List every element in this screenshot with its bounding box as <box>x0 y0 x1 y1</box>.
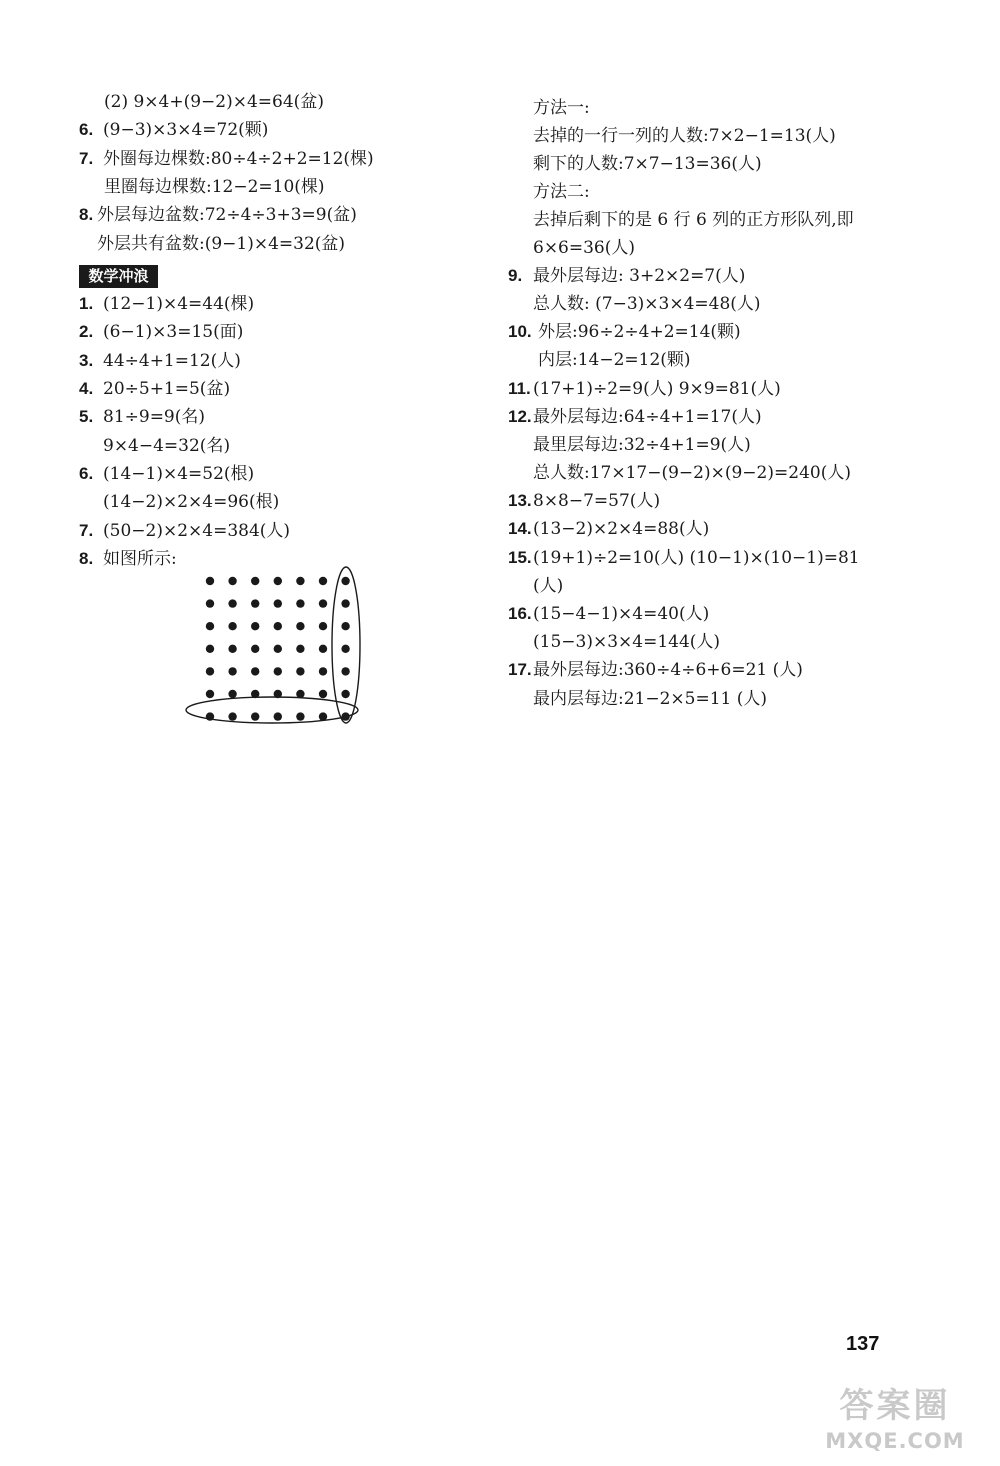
grid-dot <box>251 645 259 653</box>
answer-number: 14. <box>508 519 532 538</box>
answer-line: 7. 外圈每边棵数:80÷4÷2+2=12(棵) <box>79 149 374 169</box>
grid-dot <box>341 622 349 630</box>
answer-line: 去掉的一行一列的人数:7×2−1=13(人) <box>533 126 836 146</box>
grid-dot <box>206 622 214 630</box>
grid-dot <box>206 599 214 607</box>
answer-line: 15.(19+1)÷2=10(人) (10−1)×(10−1)=81 <box>508 548 860 568</box>
answer-number: 13. <box>508 491 532 510</box>
grid-dot <box>296 645 304 653</box>
grid-dot <box>341 690 349 698</box>
answer-line: 3. 44÷4+1=12(人) <box>79 351 241 371</box>
grid-dot <box>319 690 327 698</box>
answer-number: 8. <box>79 205 94 224</box>
grid-dot <box>341 599 349 607</box>
answer-line: 1. (12−1)×4=44(棵) <box>79 294 255 314</box>
grid-dot <box>251 712 259 720</box>
answer-line: (14−2)×2×4=96(根) <box>103 492 280 512</box>
answer-line: 17.最外层每边:360÷4÷6+6=21 (人) <box>508 660 803 680</box>
answer-line: 9×4−4=32(名) <box>103 436 231 456</box>
grid-dot <box>228 622 236 630</box>
answer-line: 12.最外层每边:64÷4+1=17(人) <box>508 407 762 427</box>
answer-line: 14.(13−2)×2×4=88(人) <box>508 519 710 539</box>
answer-line: 7. (50−2)×2×4=384(人) <box>79 521 291 541</box>
answer-number: 11. <box>508 379 531 398</box>
answer-number: 7. <box>79 149 94 168</box>
grid-dot <box>319 622 327 630</box>
watermark-url: MXQE.COM <box>825 1429 965 1453</box>
answer-line: 8. 如图所示: <box>79 549 177 569</box>
grid-dot <box>319 599 327 607</box>
answer-number: 12. <box>508 407 532 426</box>
answer-line: 最内层每边:21−2×5=11 (人) <box>533 689 768 709</box>
grid-dot <box>228 599 236 607</box>
grid-dot <box>319 645 327 653</box>
grid-dot <box>228 712 236 720</box>
grid-dot <box>296 712 304 720</box>
answer-line: 方法二: <box>533 182 590 202</box>
grid-dot <box>341 645 349 653</box>
grid-dot <box>274 577 282 585</box>
answer-line: 9. 最外层每边: 3+2×2=7(人) <box>508 266 746 286</box>
grid-dot <box>206 645 214 653</box>
answer-number: 4. <box>79 379 94 398</box>
answer-line: (2) 9×4+(9−2)×4=64(盆) <box>104 92 324 112</box>
answer-number: 17. <box>508 660 532 679</box>
grid-dot <box>251 667 259 675</box>
answer-number: 15. <box>508 548 532 567</box>
section-title: 数学冲浪 <box>79 265 158 288</box>
page-number: 137 <box>846 1333 880 1355</box>
answer-line: 8. 外层每边盆数:72÷4÷3+3=9(盆) <box>79 205 357 225</box>
answer-number: 6. <box>79 120 94 139</box>
grid-dot <box>274 712 282 720</box>
answer-line: 13.8×8−7=57(人) <box>508 491 661 511</box>
answer-number: 3. <box>79 351 94 370</box>
grid-dot <box>206 690 214 698</box>
grid-dot <box>228 667 236 675</box>
grid-dot <box>319 577 327 585</box>
grid-dot <box>251 599 259 607</box>
watermark-title: 答案圈 <box>839 1386 951 1426</box>
grid-dot <box>296 577 304 585</box>
answer-line: 6. (9−3)×3×4=72(颗) <box>79 120 269 140</box>
answer-number: 8. <box>79 549 94 568</box>
grid-dot <box>341 577 349 585</box>
grid-dot <box>228 690 236 698</box>
answer-line: 5. 81÷9=9(名) <box>79 407 206 427</box>
answer-line: 去掉后剩下的是 6 行 6 列的正方形队列,即 <box>533 210 854 230</box>
grid-dot <box>228 645 236 653</box>
answer-number: 1. <box>79 294 94 313</box>
answer-number: 7. <box>79 521 94 540</box>
watermark-logo <box>800 1386 990 1462</box>
answer-number: 6. <box>79 464 94 483</box>
answer-line: 里圈每边棵数:12−2=10(棵) <box>104 177 325 197</box>
grid-dot <box>319 667 327 675</box>
answer-number: 9. <box>508 266 523 285</box>
answer-number: 2. <box>79 322 94 341</box>
answer-line: 总人数: (7−3)×3×4=48(人) <box>533 294 761 314</box>
grid-dot <box>251 577 259 585</box>
grid-dot <box>228 577 236 585</box>
grid-dot <box>296 599 304 607</box>
answer-line: 11. (17+1)÷2=9(人) 9×9=81(人) <box>508 379 781 399</box>
answer-line: (15−3)×3×4=144(人) <box>533 632 721 652</box>
answer-line: (人) <box>533 576 564 596</box>
answer-line: 10. 外层:96÷2÷4+2=14(颗) <box>508 322 741 342</box>
grid-dot <box>274 645 282 653</box>
answer-number: 10. <box>508 322 532 341</box>
grid-dot <box>341 667 349 675</box>
grid-dot <box>274 667 282 675</box>
answer-number: 16. <box>508 604 532 623</box>
answer-line: 总人数:17×17−(9−2)×(9−2)=240(人) <box>533 463 851 483</box>
grid-dot <box>206 667 214 675</box>
answer-line: 剩下的人数:7×7−13=36(人) <box>533 154 762 174</box>
grid-dot <box>274 599 282 607</box>
grid-dot <box>206 577 214 585</box>
answer-line: 6×6=36(人) <box>533 238 636 258</box>
answer-line: 4. 20÷5+1=5(盆) <box>79 379 231 399</box>
answer-line: 16.(15−4−1)×4=40(人) <box>508 604 710 624</box>
answer-line: 外层共有盆数:(9−1)×4=32(盆) <box>97 234 346 254</box>
answer-line: 内层:14−2=12(颗) <box>538 350 691 370</box>
answer-line: 方法一: <box>533 98 590 118</box>
grid-dot <box>296 667 304 675</box>
dot-grid-figure <box>195 565 375 735</box>
answer-line: 2. (6−1)×3=15(面) <box>79 322 244 342</box>
grid-dot <box>296 622 304 630</box>
answer-line: 最里层每边:32÷4+1=9(人) <box>533 435 751 455</box>
grid-dot <box>274 622 282 630</box>
answer-line: 6. (14−1)×4=52(根) <box>79 464 255 484</box>
answer-number: 5. <box>79 407 94 426</box>
grid-dot <box>251 622 259 630</box>
row-ellipse <box>186 697 358 723</box>
